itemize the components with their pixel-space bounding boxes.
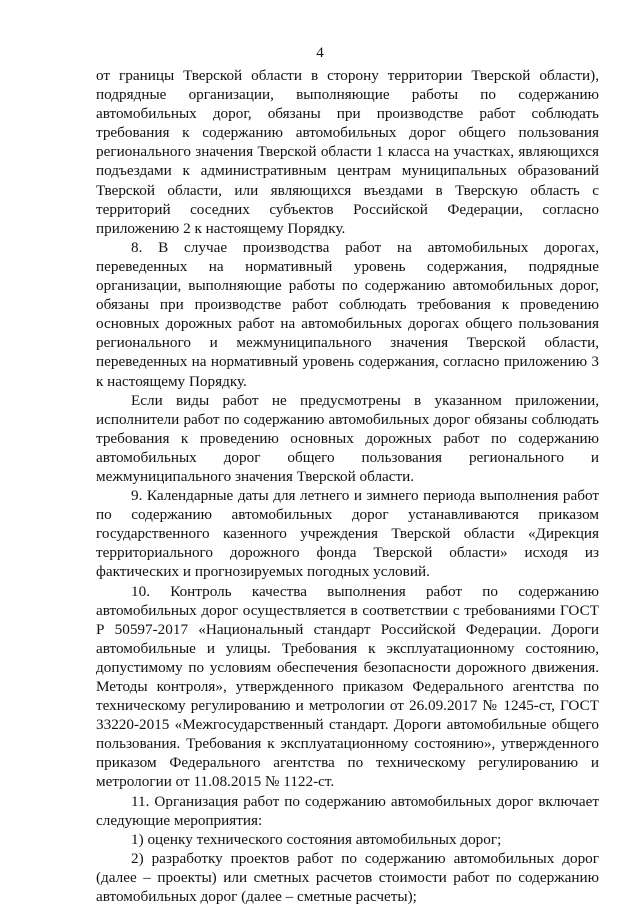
list-item-2: 2) разработку проектов работ по содержанию автомобильных дорог (далее – проекты) или сметных расчетов стоимости работ по содержанию автомобильных дорог (далее – сметные расчеты); <box>96 849 599 906</box>
page-number: 4 <box>316 45 324 61</box>
paragraph-continuation: от границы Тверской области в сторону территории Тверской области), подрядные организации, выполняющие работы по содержанию автомобильных дорог, обязаны при производстве работ соблюдать требования к содержанию автомобильных дорог общего пользования регионального значения Тверской области 1 класса на участках, являющихся подъездами к административным центрам муниципальных образований Тверской области, или являющихся въездами в Тверскую область с территорий соседних субъектов Российской Федерации, согласно приложению 2 к настоящему Порядку. <box>96 67 599 237</box>
paragraph-item-8-note: Если виды работ не предусмотрены в указанном приложении, исполнители работ по содержанию автомобильных дорог обязаны соблюдать требования к проведению основных дорожных работ по содержанию автомобильных дорог общего пользования регионального и межмуниципального значения Тверской области. <box>96 391 599 485</box>
paragraph-item-10: 10. Контроль качества выполнения работ по содержанию автомобильных дорог осуществляется в соответствии с требованиями ГОСТ Р 50597-2017 «Национальный стандарт Российской Федерации. Дороги автомобильные и улицы. Требования к эксплуатационному состоянию, допустимому по условиям обеспечения безопасности дорожного движения. Методы контроля», утвержденного приказом Федерального агентства по техническому регулированию и метрологии от 26.09.2017 № 1245-ст, ГОСТ 33220-2015 «Межгосударственный стандарт. Дороги автомобильные общего пользования. Требования к эксплуатационному состоянию», утвержденного приказом Федерального агентства по техническому регулированию и метрологии от 11.08.2015 № 1122-ст. <box>96 582 599 791</box>
document-body <box>96 66 599 906</box>
paragraph-item-11: 11. Организация работ по содержанию автомобильных дорог включает следующие мероприятия: <box>96 792 599 829</box>
paragraph-item-9: 9. Календарные даты для летнего и зимнего периода выполнения работ по содержанию автомобильных дорог устанавливаются приказом государственного казенного учреждения Тверской области «Дирекция территориального дорожного фонда Тверской области» исходя из фактических и прогнозируемых погодных условий. <box>96 487 599 581</box>
list-item-1: 1) оценку технического состояния автомобильных дорог; <box>131 830 502 848</box>
paragraph-item-8: 8. В случае производства работ на автомобильных дорогах, переведенных на нормативный уровень содержания, подрядные организации, выполняющие работы по содержанию автомобильных дорог, обязаны при производстве работ соблюдать требования к проведению основных дорожных работ на автомобильных дорогах общего пользования регионального и межмуниципального значения Тверской области, переведенных на нормативный уровень содержания, согласно приложению 3 к настоящему Порядку. <box>96 238 599 390</box>
